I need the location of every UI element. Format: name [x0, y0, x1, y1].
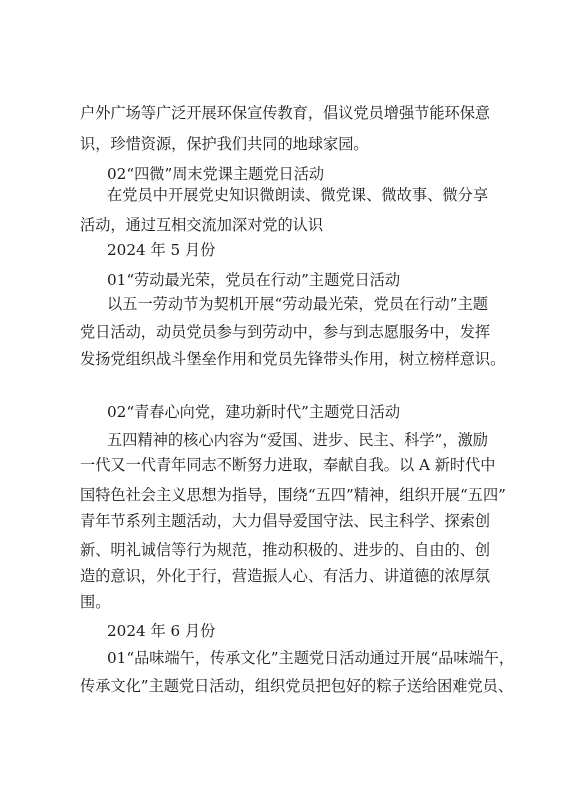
body-line: 在党员中开展党史知识微朗读、微党课、微故事、微分享: [107, 186, 488, 204]
section-heading: 02“四微”周末党课主题党日活动: [107, 165, 325, 183]
body-line: 党日活动，动员党员参与到劳动中，参与到志愿服务中，发挥: [80, 323, 491, 341]
section-heading: 01“品味端午，传承文化”主题党日活动通过开展“品味端午，: [107, 649, 515, 667]
body-line: 传承文化”主题党日活动，组织党员把包好的粽子送给困难党员、: [80, 677, 514, 695]
body-line: 五四精神的核心内容为“爱国、进步、民主、科学”，激励: [107, 431, 488, 449]
month-heading: 2024 年 5 月份: [107, 241, 216, 259]
body-line: 新、明礼诚信等行为规范，推动积极的、进步的、自由的、创: [80, 541, 491, 559]
body-line: 户外广场等广泛开展环保宣传教育，倡议党员增强节能环保意: [80, 104, 491, 122]
body-line: 国特色社会主义思想为指导，围绕“五四”精神，组织开展“五四”: [80, 486, 506, 504]
body-line: 发扬党组织战斗堡垒作用和党员先锋带头作用，树立榜样意识。: [80, 350, 506, 368]
month-heading: 2024 年 6 月份: [107, 622, 216, 640]
body-line: 围。: [80, 593, 111, 611]
section-heading: 02“青春心向党，建功新时代”主题党日活动: [107, 403, 401, 421]
body-line: 以五一劳动节为契机开展“劳动最光荣，党员在行动”主题: [107, 295, 488, 313]
body-line: 一代又一代青年同志不断努力进取，奉献自我。以 A 新时代中: [80, 456, 496, 474]
body-line: 识，珍惜资源，保护我们共同的地球家园。: [80, 135, 369, 153]
section-heading: 01“劳动最光荣，党员在行动”主题党日活动: [107, 271, 401, 289]
body-line: 造的意识，外化于行，营造振人心、有活力、讲道德的浓厚氛: [80, 567, 491, 585]
body-line: 活动，通过互相交流加深对党的认识: [80, 216, 323, 234]
body-line: 青年节系列主题活动，大力倡导爱国守法、民主科学、探索创: [80, 512, 491, 530]
